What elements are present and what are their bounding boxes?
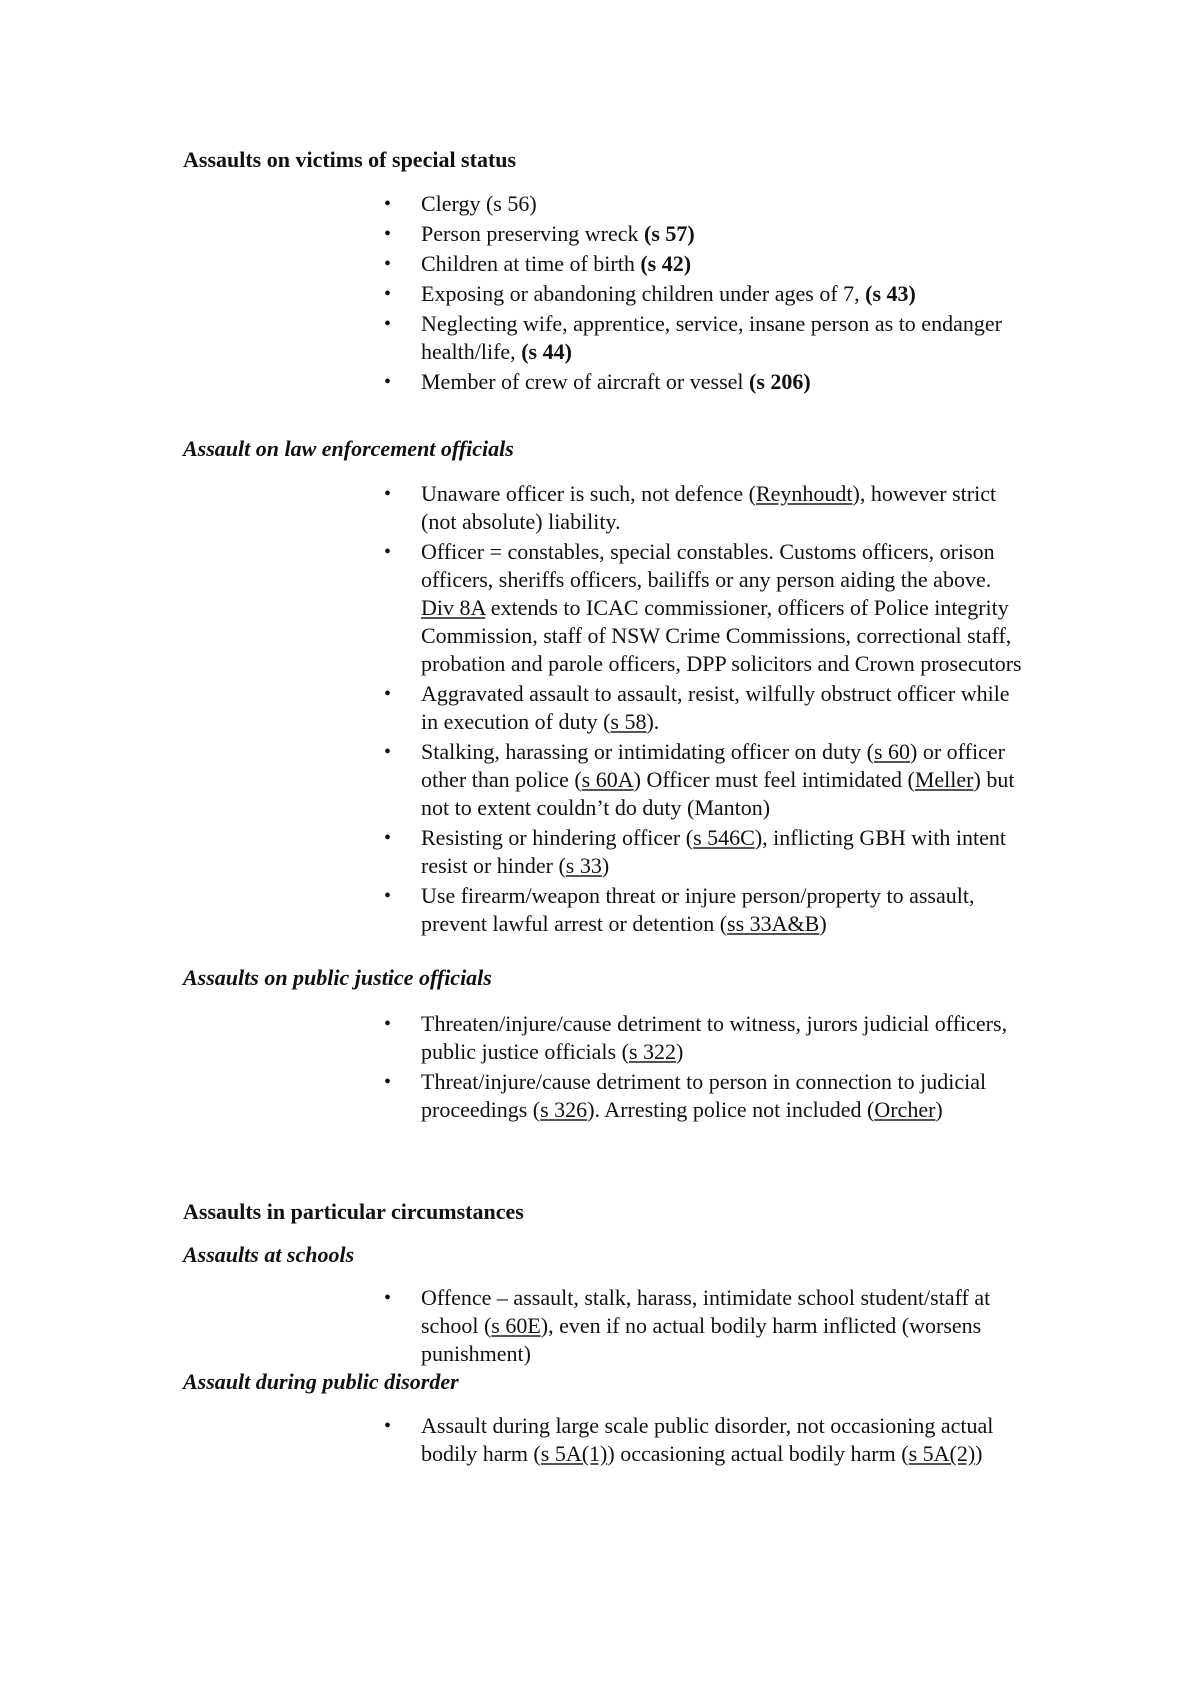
bullet-icon: •: [384, 193, 392, 215]
list-item: • Threaten/injure/cause detriment to witness, jurors judicial officers, public justice officials (s 322): [384, 1011, 1008, 1064]
subheading-law-enforcement: Assault on law enforcement officials: [183, 436, 514, 461]
list-schools: [0, 1284, 1200, 1370]
subheading-schools: Assaults at schools: [183, 1242, 355, 1267]
list-public-disorder: [0, 1412, 1200, 1470]
list-item: • Person preserving wreck (s 57): [384, 221, 695, 246]
bullet-icon: •: [384, 371, 392, 393]
case-reference: Orcher: [874, 1097, 936, 1122]
statute-reference: s 60: [873, 739, 911, 764]
list-item: • Threat/injure/cause detriment to person in connection to judicial proceedings (s 326). Arresting police not included (Orcher): [384, 1069, 987, 1122]
list-item: • Offence – assault, stalk, harass, intimidate school student/staff at school (s 60E), even if no actual bodily harm inflicted (worsens punishment): [384, 1285, 991, 1366]
list-item: • Clergy (s 56): [384, 191, 537, 216]
heading-special-status: Assaults on victims of special status: [183, 147, 517, 172]
list-item: • Use firearm/weapon threat or injure person/property to assault, prevent lawful arrest or detention (ss 33A&B): [384, 883, 975, 936]
bullet-icon: •: [384, 1287, 392, 1309]
bullet-icon: •: [384, 313, 392, 335]
list-item: • Unaware officer is such, not defence (Reynhoudt), however strict (not absolute) liability.: [384, 481, 997, 534]
list-special-status: [0, 190, 1200, 398]
bullet-icon: •: [384, 885, 392, 907]
list-item: • Aggravated assault to assault, resist, wilfully obstruct officer while in execution of duty (s 58).: [384, 681, 1010, 734]
bullet-icon: •: [384, 1013, 392, 1035]
statute-reference: s 5A(1): [540, 1441, 608, 1466]
statute-reference: Div 8A: [421, 595, 486, 620]
statute-reference: s 33: [565, 853, 602, 878]
bullet-icon: •: [384, 741, 392, 763]
list-item: • Exposing or abandoning children under ages of 7, (s 43): [384, 281, 916, 306]
statute-reference: s 326: [540, 1097, 588, 1122]
statute-reference: s 60A: [581, 767, 634, 792]
statute-reference: s 58: [610, 709, 647, 734]
statute-reference: s 60E: [491, 1313, 541, 1338]
statute-reference: ss 33A&B: [727, 911, 820, 936]
bullet-icon: •: [384, 223, 392, 245]
statute-reference: s 5A(2): [908, 1441, 976, 1466]
list-item: • Resisting or hindering officer (s 546C), inflicting GBH with intent resist or hinder (s 33): [384, 825, 1006, 878]
case-reference: Reynhoudt: [755, 481, 853, 506]
subheading-public-disorder: Assault during public disorder: [183, 1369, 459, 1394]
statute-reference: s 546C: [693, 825, 755, 850]
bullet-icon: •: [384, 683, 392, 705]
list-item: • Assault during large scale public disorder, not occasioning actual bodily harm (s 5A(1)) occasioning actual bodily harm (s 5A(2)): [384, 1413, 994, 1466]
bullet-icon: •: [384, 1071, 392, 1093]
bullet-icon: •: [384, 827, 392, 849]
subheading-public-justice: Assaults on public justice officials: [183, 965, 492, 990]
list-item: • Neglecting wife, apprentice, service, insane person as to endanger health/life, (s 44): [384, 311, 1002, 364]
bullet-icon: •: [384, 483, 392, 505]
bullet-icon: •: [384, 541, 392, 563]
list-item: • Member of crew of aircraft or vessel (s 206): [384, 369, 811, 394]
list-law-enforcement: [0, 480, 1200, 940]
heading-particular-circumstances: Assaults in particular circumstances: [183, 1199, 524, 1224]
bullet-icon: •: [384, 253, 392, 275]
statute-reference: s 322: [628, 1039, 676, 1064]
case-reference: Meller: [914, 767, 974, 792]
bullet-icon: •: [384, 1415, 392, 1437]
list-item: • Children at time of birth (s 42): [384, 251, 692, 276]
list-public-justice: [0, 1010, 1200, 1126]
list-item: • Stalking, harassing or intimidating officer on duty (s 60) or officer other than police (s 60A) Officer must feel intimidated (Meller) but not to extent couldn’t do duty (Manton): [384, 739, 1015, 820]
list-item: • Officer = constables, special constables. Customs officers, orison officers, sheriffs officers, bailiffs or any person aiding the above. Div 8A extends to ICAC commissioner, officers of Police integrity Commission, staff of NSW Crime Commissions, correctional staff, probation and parole officers, DPP solicitors and Crown prosecutors: [384, 539, 1022, 676]
bullet-icon: •: [384, 283, 392, 305]
